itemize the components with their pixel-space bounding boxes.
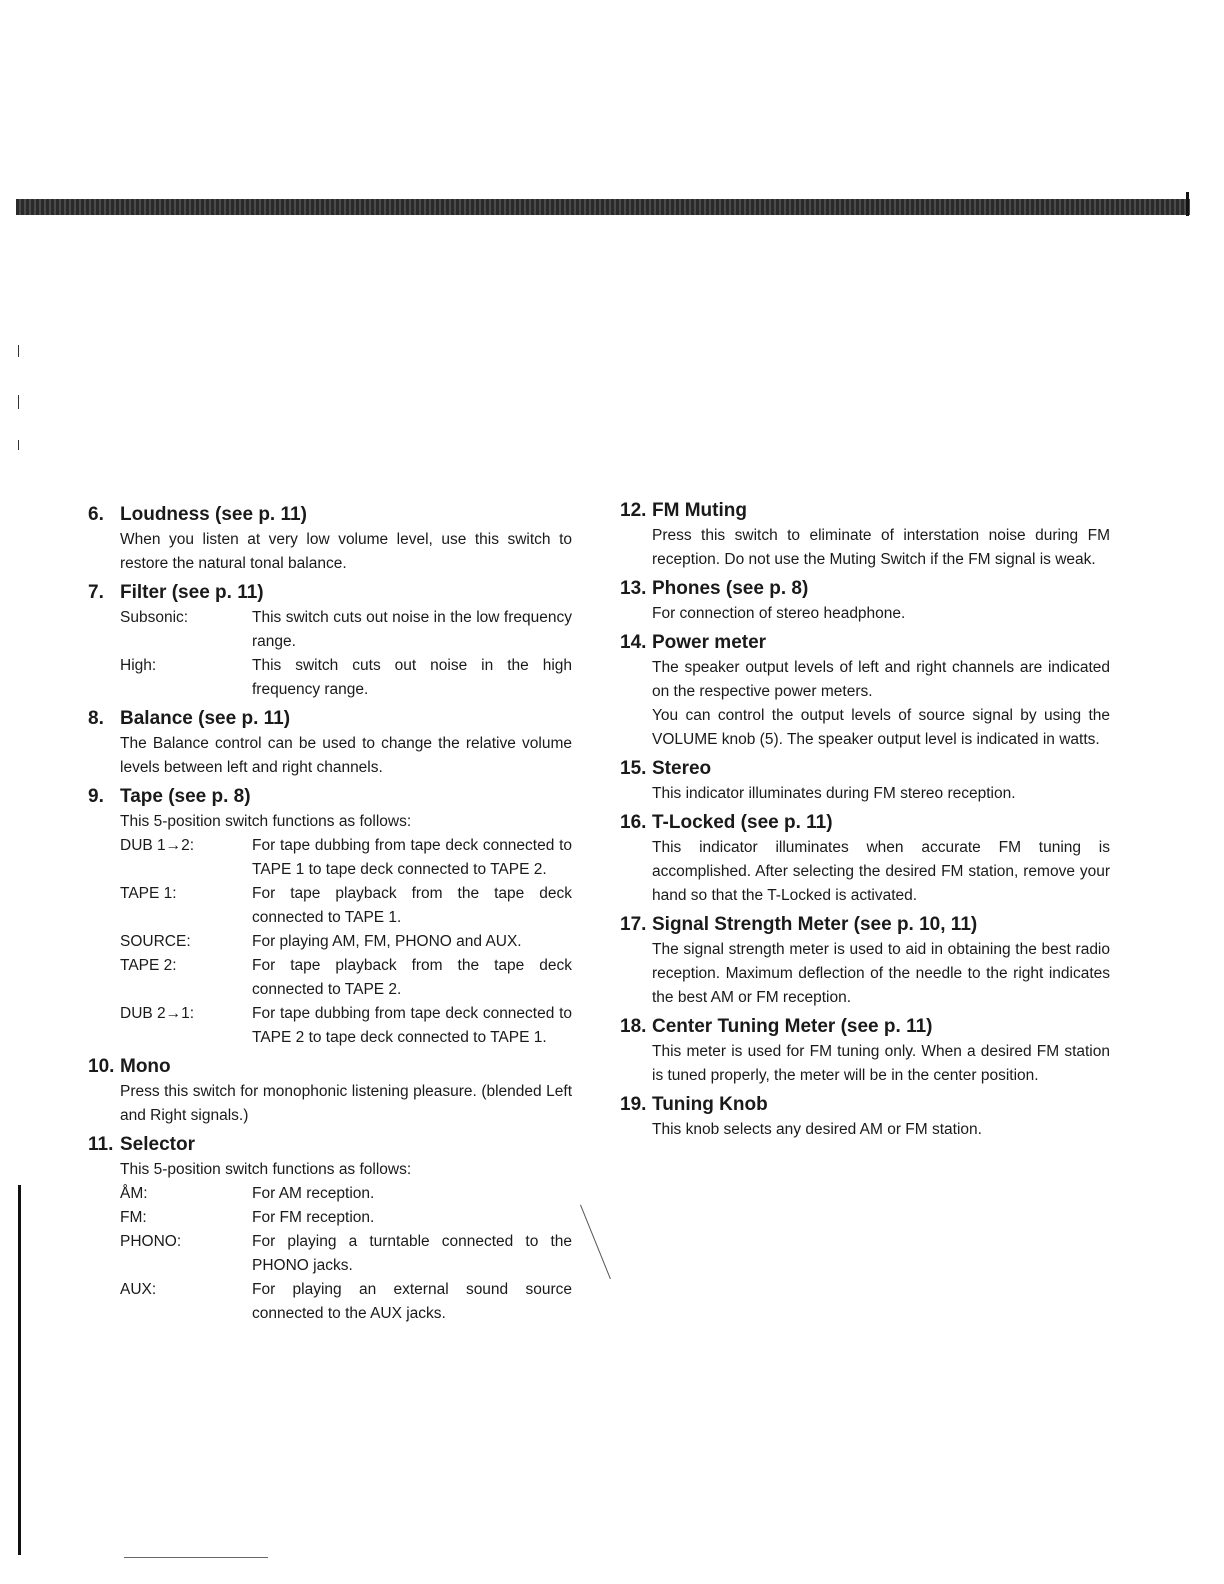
definition-desc: For FM reception. xyxy=(252,1209,375,1226)
definition-term: DUB 1→2: xyxy=(120,837,195,854)
section-number: 12. xyxy=(620,500,647,521)
section-title: Filter (see p. 11) xyxy=(120,582,264,603)
section-stereo xyxy=(620,756,1110,806)
section-number: 7. xyxy=(88,582,104,603)
section-title: Signal Strength Meter (see p. 10, 11) xyxy=(652,914,978,935)
section-t-locked xyxy=(620,810,1110,908)
section-number: 19. xyxy=(620,1094,647,1115)
definition-row xyxy=(88,654,572,702)
section-selector xyxy=(88,1132,572,1326)
section-phones xyxy=(620,576,1110,626)
margin-mark xyxy=(18,345,19,357)
footer-rule xyxy=(124,1557,268,1558)
definition-row xyxy=(88,930,572,954)
section-center-tuning-meter xyxy=(620,1014,1110,1088)
definition-term: AUX: xyxy=(120,1281,157,1298)
header-rule-end xyxy=(1186,192,1189,216)
definition-row xyxy=(88,834,572,882)
section-number: 11. xyxy=(88,1134,114,1155)
definition-row xyxy=(88,606,572,654)
scan-artifact xyxy=(580,1205,611,1280)
section-tape xyxy=(88,784,572,1050)
section-text: This indicator illuminates when accurate FM tuning is accomplished. After selecting the desired FM station, remove your hand so that the T-Locked is activated. xyxy=(652,839,1110,904)
definition-term: Subsonic: xyxy=(120,609,189,626)
definition-desc: For tape dubbing from tape deck connected to TAPE 1 to tape deck connected to TAPE 2. xyxy=(252,837,572,878)
left-column xyxy=(88,502,572,1330)
section-number: 10. xyxy=(88,1056,115,1077)
section-title: Stereo xyxy=(652,758,712,779)
definition-term: SOURCE: xyxy=(120,933,191,950)
definition-term: High: xyxy=(120,657,157,674)
section-signal-strength-meter xyxy=(620,912,1110,1010)
section-title: Mono xyxy=(120,1056,171,1077)
binding-edge xyxy=(18,1185,21,1555)
definition-desc: For tape playback from the tape deck connected to TAPE 1. xyxy=(252,885,572,926)
section-text: When you listen at very low volume level, use this switch to restore the natural tonal balance. xyxy=(120,531,572,572)
definition-desc: For playing AM, FM, PHONO and AUX. xyxy=(252,933,522,950)
section-number: 6. xyxy=(88,504,104,525)
section-number: 8. xyxy=(88,708,104,729)
section-number: 15. xyxy=(620,758,647,779)
definition-row xyxy=(88,1206,572,1230)
section-mono xyxy=(88,1054,572,1128)
section-filter xyxy=(88,580,572,702)
section-title: Tuning Knob xyxy=(652,1094,768,1115)
section-loudness xyxy=(88,502,572,576)
definition-row xyxy=(88,954,572,1002)
section-text: This knob selects any desired AM or FM station. xyxy=(652,1121,982,1138)
definition-row xyxy=(88,882,572,930)
section-power-meter xyxy=(620,630,1110,752)
definition-term: DUB 2→1: xyxy=(120,1005,195,1022)
margin-mark xyxy=(18,440,19,450)
header-rule xyxy=(16,199,1190,215)
section-number: 18. xyxy=(620,1016,647,1037)
section-title: Center Tuning Meter (see p. 11) xyxy=(652,1016,933,1037)
section-intro: This 5-position switch functions as follows: xyxy=(120,813,412,830)
definition-desc: This switch cuts out noise in the high frequency range. xyxy=(252,657,572,698)
definition-term: PHONO: xyxy=(120,1233,182,1250)
section-tuning-knob xyxy=(620,1092,1110,1142)
section-number: 13. xyxy=(620,578,647,599)
section-number: 14. xyxy=(620,632,647,653)
definition-row xyxy=(88,1230,572,1278)
section-text: This meter is used for FM tuning only. When a desired FM station is tuned properly, the meter will be in the center position. xyxy=(652,1043,1110,1084)
section-title: Power meter xyxy=(652,632,767,653)
section-title: Phones (see p. 8) xyxy=(652,578,809,599)
section-text: The speaker output levels of left and right channels are indicated on the respective power meters. xyxy=(652,659,1110,700)
section-title: T-Locked (see p. 11) xyxy=(652,812,833,833)
section-text: Press this switch to eliminate of interstation noise during FM reception. Do not use the Muting Switch if the FM signal is weak. xyxy=(652,527,1110,568)
section-title: Tape (see p. 8) xyxy=(120,786,251,807)
section-text: The Balance control can be used to change the relative volume levels between left and right channels. xyxy=(120,735,572,776)
definition-desc: For tape dubbing from tape deck connected to TAPE 2 to tape deck connected to TAPE 1. xyxy=(252,1005,572,1046)
definition-term: TAPE 2: xyxy=(120,957,177,974)
section-number: 17. xyxy=(620,914,647,935)
section-title: FM Muting xyxy=(652,500,747,521)
definition-row xyxy=(88,1182,572,1206)
definition-desc: This switch cuts out noise in the low frequency range. xyxy=(252,609,572,650)
definition-term: ÅM: xyxy=(120,1185,148,1202)
definition-term: FM: xyxy=(120,1209,147,1226)
section-text: For connection of stereo headphone. xyxy=(652,605,906,622)
section-number: 16. xyxy=(620,812,647,833)
section-title: Balance (see p. 11) xyxy=(120,708,291,729)
section-title: Loudness (see p. 11) xyxy=(120,504,307,525)
definition-row xyxy=(88,1002,572,1050)
definition-desc: For AM reception. xyxy=(252,1185,375,1202)
right-column xyxy=(620,498,1110,1146)
section-fm-muting xyxy=(620,498,1110,572)
definition-desc: For playing a turntable connected to the PHONO jacks. xyxy=(252,1233,572,1274)
section-number: 9. xyxy=(88,786,104,807)
section-text: This indicator illuminates during FM stereo reception. xyxy=(652,785,1016,802)
section-title: Selector xyxy=(120,1134,195,1155)
definition-term: TAPE 1: xyxy=(120,885,177,902)
section-balance xyxy=(88,706,572,780)
definition-row xyxy=(88,1278,572,1326)
definition-desc: For playing an external sound source connected to the AUX jacks. xyxy=(252,1281,572,1322)
section-text: The signal strength meter is used to aid in obtaining the best radio reception. Maximum deflection of the needle to the right indicates the best AM or FM reception. xyxy=(652,941,1110,1006)
section-text-2: You can control the output levels of source signal by using the VOLUME knob (5). The speaker output level is indicated in watts. xyxy=(652,707,1110,748)
definition-desc: For tape playback from the tape deck connected to TAPE 2. xyxy=(252,957,572,998)
section-intro: This 5-position switch functions as follows: xyxy=(120,1161,412,1178)
section-text: Press this switch for monophonic listening pleasure. (blended Left and Right signals.) xyxy=(120,1083,572,1124)
margin-mark xyxy=(18,395,19,409)
